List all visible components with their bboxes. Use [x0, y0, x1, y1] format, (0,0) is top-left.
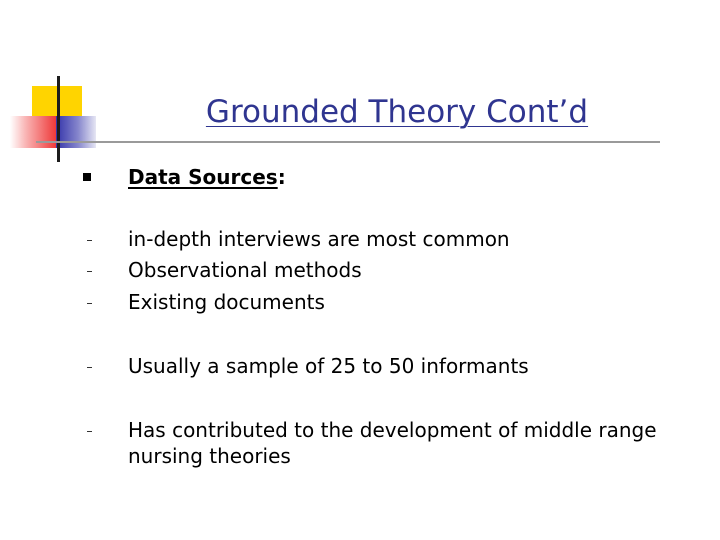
list-item: Has contributed to the development of middle range: [128, 418, 657, 442]
list-item: Observational methods: [128, 258, 362, 282]
decorative-blue-gradient: [56, 116, 96, 148]
dash-bullet-icon: [87, 303, 92, 304]
dash-bullet-icon: [87, 367, 92, 368]
decorative-red-gradient: [10, 116, 56, 148]
dash-bullet-icon: [87, 240, 92, 241]
dash-bullet-icon: [87, 271, 92, 272]
list-item: Existing documents: [128, 290, 325, 314]
data-sources-label: Data Sources: [128, 165, 278, 189]
square-bullet-icon: [83, 173, 91, 181]
list-item-continuation: nursing theories: [128, 444, 291, 468]
data-sources-heading: [128, 164, 286, 190]
slide-title: Grounded Theory Cont’d: [205, 94, 589, 130]
dash-bullet-icon: [87, 431, 92, 432]
list-item: Usually a sample of 25 to 50 informants: [128, 354, 529, 378]
title-divider-line: [36, 141, 660, 143]
list-item: in-depth interviews are most common: [128, 227, 510, 251]
decorative-vertical-line: [57, 76, 60, 162]
data-sources-colon: :: [277, 165, 286, 189]
